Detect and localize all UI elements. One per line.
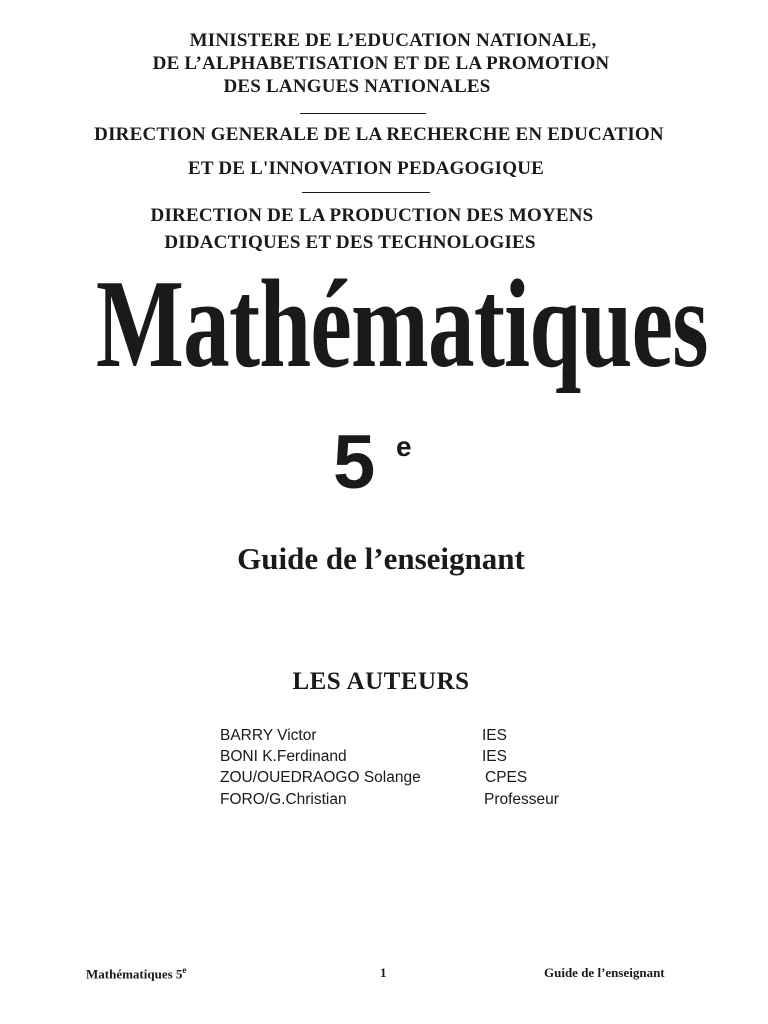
page-number: 1	[380, 965, 387, 980]
footer-left	[86, 965, 186, 982]
author-role: CPES	[485, 769, 528, 786]
authors-heading: LES AUTEURS	[292, 668, 470, 695]
direction-generale-line-1: DIRECTION GENERALE DE LA RECHERCHE EN EDUCATION	[94, 124, 664, 145]
author-row	[220, 791, 640, 813]
author-row	[220, 727, 640, 749]
author-name: FORO/G.Christian	[220, 791, 347, 808]
grade-superscript: e	[396, 431, 412, 462]
header-divider-1	[300, 113, 426, 114]
author-row	[220, 769, 640, 791]
author-name: BARRY Victor	[220, 727, 317, 744]
ministry-line-2: DE L’ALPHABETISATION ET DE LA PROMOTION	[152, 53, 610, 74]
ministry-line-3: DES LANGUES NATIONALES	[223, 76, 491, 97]
author-name: ZOU/OUEDRAOGO Solange	[220, 769, 421, 786]
grade-number: 5	[333, 420, 376, 505]
author-role: Professeur	[484, 791, 559, 808]
author-row	[220, 748, 640, 770]
guide-subtitle: Guide de l’enseignant	[237, 541, 525, 576]
ministry-line-1: MINISTERE DE L’EDUCATION NATIONALE,	[189, 30, 597, 51]
header-divider-2	[302, 192, 430, 193]
direction-production-line-2: DIDACTIQUES ET DES TECHNOLOGIES	[164, 232, 536, 253]
book-title: Mathématiques	[95, 255, 708, 394]
footer-left-superscript: e	[182, 965, 187, 975]
direction-generale-line-2: ET DE L'INNOVATION PEDAGOGIQUE	[188, 158, 544, 179]
author-name: BONI K.Ferdinand	[220, 748, 347, 765]
direction-production-line-1: DIRECTION DE LA PRODUCTION DES MOYENS	[150, 205, 594, 226]
author-role: IES	[482, 727, 507, 744]
author-role: IES	[482, 748, 507, 765]
footer-left-text: Mathématiques 5	[86, 966, 183, 982]
footer-right: Guide de l’enseignant	[544, 965, 665, 980]
